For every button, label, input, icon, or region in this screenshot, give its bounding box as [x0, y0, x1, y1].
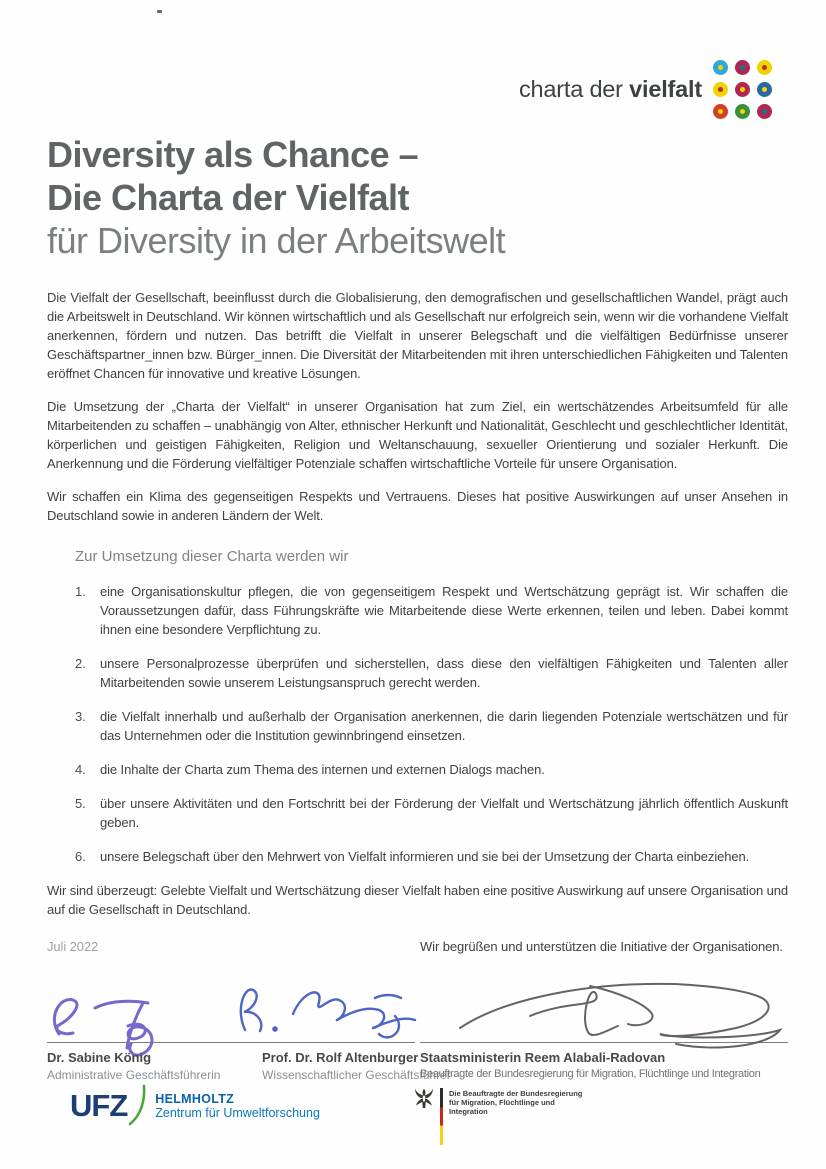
brand-wordmark-bold: vielfalt [629, 76, 702, 102]
federal-commissioner-logo [413, 1087, 582, 1145]
signatory-role: Administrative Geschäftsführerin [47, 1068, 221, 1082]
charta-der-vielfalt-logo [519, 60, 772, 119]
federal-text-line-1: Die Beauftragte der Bundesregierung [449, 1089, 583, 1098]
signatory-name: Staatsministerin Reem Alabali-Radovan [420, 1050, 666, 1065]
scan-speck [157, 10, 162, 13]
signatory-koenig [47, 980, 221, 1090]
document-body [47, 288, 788, 957]
signatory-name: Prof. Dr. Rolf Altenburger [262, 1050, 419, 1065]
logo-dot [713, 104, 728, 119]
signatory-name: Dr. Sabine König [47, 1050, 152, 1065]
page-title [47, 133, 505, 262]
item-text: die Inhalte der Charta zum Thema des internen und externen Dialogs machen. [100, 762, 545, 777]
logo-dot [735, 104, 750, 119]
title-line-3: für Diversity in der Arbeitswelt [47, 220, 506, 261]
list-item [47, 654, 788, 692]
helmholtz-name: HELMHOLTZ [155, 1092, 235, 1106]
ufz-helmholtz-logo [70, 1084, 320, 1126]
logo-dot [757, 104, 772, 119]
list-item [47, 760, 788, 779]
endorsement-text: Wir begrüßen und unterstützen die Initiative der Organisationen. [420, 939, 783, 954]
federal-eagle-icon [413, 1087, 435, 1111]
ufz-subtitle: Zentrum für Umweltforschung [155, 1106, 320, 1120]
list-item [47, 582, 788, 639]
item-text: über unsere Aktivitäten und den Fortschritt bei der Förderung der Vielfalt und Wertschätzung jährlich öffentlich Auskunft geben. [100, 796, 788, 830]
item-text: eine Organisationskultur pflegen, die von gegenseitigem Respekt und Wertschätzung geprägt ist. Wir schaffen die Voraussetzungen dafür, dass Führungskräfte wie Mitarbeitende diese Werte erkennen, teilen und leben. Dabei kommt ihnen eine besondere Verpflichtung zu. [100, 584, 788, 637]
item-number: 5. [75, 796, 86, 811]
logo-dot [713, 82, 728, 97]
item-text: unsere Personalprozesse überprüfen und sicherstellen, dass diese den vielfältigen Fähigkeiten und Talenten aller Mitarbeitenden sowie unserem Leistungsanspruch gerecht werden. [100, 656, 788, 690]
intro-paragraph-2: Die Umsetzung der „Charta der Vielfalt“ in unserer Organisation hat zum Ziel, ein wertschätzendes Arbeitsumfeld für alle Mitarbeitenden zu schaffen – unabhängig von Alter, ethnischer Herkunft und Nationalität, Geschlecht und geschlechtlicher Identität, körperlichen und geistigen Fähigkeiten, Religion und Weltanschauung, sexueller Orientierung und sozialer Herkunft. Die Anerkennung und die Förderung vielfältiger Potenziale schaffen wirtschaftliche Vorteile für unsere Organisation. [47, 399, 788, 471]
german-flag-stripe [440, 1088, 443, 1145]
list-item [47, 794, 788, 832]
altenburger-signature-icon [225, 974, 425, 1054]
intro-paragraph-1: Die Vielfalt der Gesellschaft, beeinflusst durch die Globalisierung, den demografischen und gesellschaftlichen Wandel, prägt auch die Arbeitswelt in Deutschland. Wir können wirtschaftlich und als Gesellschaft nur erfolgreich sein, wenn wir die vorhandene Vielfalt anerkennen, fördern und nutzen. Das betrifft die Vielfalt in unserer Belegschaft und die vielfältigen Bedürfnisse unserer Geschäftspartner_innen bzw. Bürger_innen. Die Diversität der Mitarbeitenden mit ihren unterschiedlichen Fähigkeiten und Talenten eröffnet Chancen für innovative und kreative Lösungen. [47, 290, 788, 381]
list-heading: Zur Umsetzung dieser Charta werden wir [75, 548, 349, 565]
date-row [47, 937, 788, 957]
logo-dot [757, 82, 772, 97]
ufz-acronym: UFZ [70, 1087, 128, 1123]
signatory-role: Wissenschaftlicher Geschäftsführer [262, 1068, 451, 1082]
brand-wordmark [519, 76, 702, 103]
logo-dot [735, 82, 750, 97]
title-line-1: Diversity als Chance – [47, 134, 419, 175]
federal-commissioner-text [449, 1087, 582, 1116]
ufz-arc-icon [128, 1084, 148, 1126]
item-number: 1. [75, 584, 86, 599]
ufz-text [155, 1090, 320, 1120]
intro-paragraph-3: Wir schaffen ein Klima des gegenseitigen Respekts und Vertrauens. Dieses hat positive Auswirkungen auf unser Ansehen in Deutschland sowie in anderen Ländern der Welt. [47, 489, 788, 523]
logo-dot [735, 60, 750, 75]
signatory-role: Beauftragte der Bundesregierung für Migration, Flüchtlinge und Integration [420, 1068, 761, 1080]
charta-dots-icon [713, 60, 772, 119]
title-line-2: Die Charta der Vielfalt [47, 177, 409, 218]
federal-text-line-3: Integration [449, 1107, 488, 1116]
closing-paragraph: Wir sind überzeugt: Gelebte Vielfalt und Wertschätzung dieser Vielfalt haben eine positive Auswirkung auf unsere Organisation und auf die Gesellschaft in Deutschland. [47, 883, 788, 917]
signature-section [47, 980, 788, 1095]
signatory-altenburger [215, 980, 451, 1090]
logo-dot [713, 60, 728, 75]
item-number: 6. [75, 849, 86, 864]
brand-wordmark-regular: charta der [519, 76, 630, 102]
item-text: unsere Belegschaft über den Mehrwert von Vielfalt informieren und sie bei der Umsetzung der Charta einbeziehen. [100, 849, 750, 864]
logo-dot [757, 60, 772, 75]
date-label: Juli 2022 [47, 939, 99, 954]
item-number: 4. [75, 762, 86, 777]
signatory-alabali-radovan [420, 980, 788, 1090]
list-item [47, 847, 788, 866]
list-item [47, 707, 788, 745]
item-number: 2. [75, 656, 86, 671]
federal-text-line-2: für Migration, Flüchtlinge und [449, 1098, 555, 1107]
item-number: 3. [75, 709, 86, 724]
item-text: die Vielfalt innerhalb und außerhalb der Organisation anerkennen, die darin liegenden Potenziale wertschätzen und für das Unternehmen oder die Institution gewinnbringend einsetzen. [100, 709, 788, 743]
